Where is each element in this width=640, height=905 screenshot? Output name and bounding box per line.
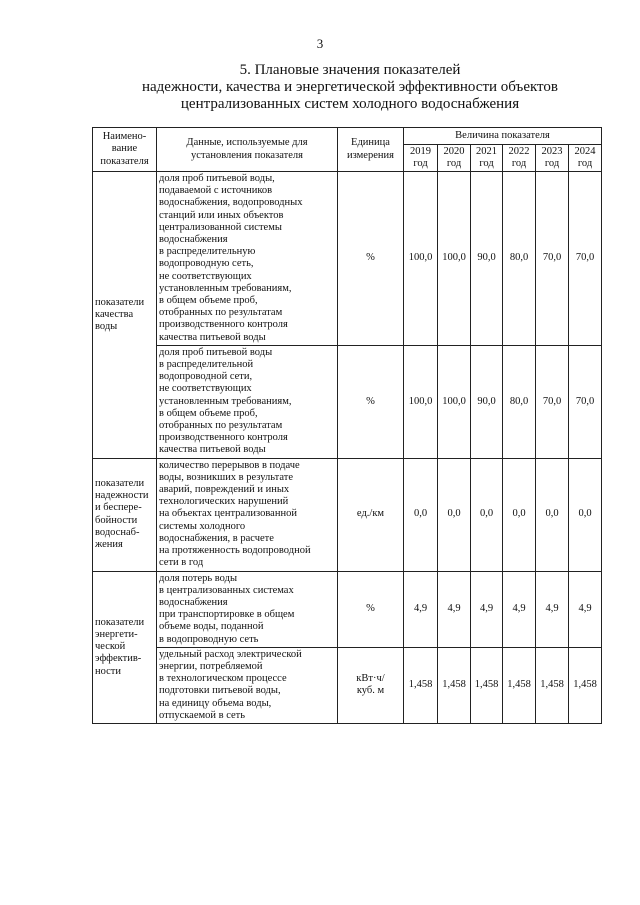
value-cell: 0,0 <box>536 458 569 571</box>
indicator-data-line: водоснабжения <box>159 234 228 246</box>
indicator-data-line: доля потерь воды <box>159 572 238 584</box>
indicator-data-line: водопроводную сеть, <box>159 258 254 270</box>
year-suffix: год <box>544 158 560 169</box>
indicator-name <box>93 172 157 459</box>
indicator-data-line: аварий, повреждений и иных <box>159 484 290 496</box>
header-data <box>157 128 338 172</box>
indicator-name <box>93 458 157 571</box>
indicator-data-line: отпускаемой в сеть <box>159 709 246 721</box>
indicator-name-line: жения <box>95 538 123 550</box>
indicator-name-line: водоснаб- <box>95 526 140 538</box>
year-suffix: год <box>577 158 593 169</box>
value-cell: 0,0 <box>569 458 602 571</box>
value-cell: 0,0 <box>438 458 471 571</box>
indicator-data-line: производственного контроля <box>159 432 288 444</box>
unit-cell-line: % <box>366 395 375 407</box>
indicator-data-line: водоснабжения, водопроводных <box>159 197 303 209</box>
indicator-data-line: количество перерывов в подаче <box>159 459 300 471</box>
indicator-data-line: в общем объеме проб, <box>159 295 258 307</box>
indicator-data <box>157 458 338 571</box>
value-cell: 0,0 <box>471 458 503 571</box>
value-cell: 90,0 <box>471 172 503 346</box>
unit-cell-line: кВт·ч/ <box>356 673 385 685</box>
indicator-name-line: бойности <box>95 514 138 526</box>
value-cell: 1,458 <box>471 647 503 723</box>
indicator-data-line: объеме воды, поданной <box>159 621 264 633</box>
unit-cell <box>338 571 404 647</box>
indicator-data-line: доля проб питьевой воды, <box>159 173 275 184</box>
indicator-data-line: на единицу объема воды, <box>159 697 272 709</box>
indicator-name-line: показатели <box>95 296 145 308</box>
indicator-name-line: ности <box>95 665 121 677</box>
indicator-data-line: не соответствующих <box>159 270 252 282</box>
value-cell: 4,9 <box>438 571 471 647</box>
indicator-data-line: отобранных по результатам <box>159 307 283 319</box>
indicator-data <box>157 345 338 458</box>
indicator-data-line: в распределительной <box>159 359 254 371</box>
indicator-data-line: производственного контроля <box>159 319 288 331</box>
value-cell: 4,9 <box>569 571 602 647</box>
value-cell: 80,0 <box>503 172 536 346</box>
indicator-data-line: при транспортировке в общем <box>159 609 295 621</box>
value-cell: 70,0 <box>569 345 602 458</box>
indicator-data-line: водоснабжения, в расчете <box>159 532 274 544</box>
table-row <box>93 571 602 647</box>
indicator-name-line: и беспере- <box>95 502 142 514</box>
year-label: 2021 <box>476 146 497 157</box>
year-label: 2023 <box>541 146 563 157</box>
indicator-name-line: ческой <box>95 641 126 653</box>
indicator-data-line: установленным требованиям, <box>159 395 292 407</box>
value-cell: 1,458 <box>438 647 471 723</box>
value-cell: 1,458 <box>503 647 536 723</box>
unit-cell-line: % <box>366 603 375 614</box>
indicator-data-line: на протяженность водопроводной <box>159 545 311 557</box>
value-cell: 4,9 <box>471 571 503 647</box>
indicator-data-line: энергии, потребляемой <box>159 660 263 672</box>
indicator-data-line: удельный расход электрической <box>159 648 302 660</box>
header-text: Наимено- <box>102 131 147 143</box>
indicator-name-line: энергети- <box>95 628 138 640</box>
indicator-data-line: в централизованных системах <box>159 584 294 596</box>
indicator-data-line: в водопроводную сеть <box>159 633 259 645</box>
year-header <box>404 145 438 172</box>
indicator-data-line: не соответствующих <box>159 383 252 395</box>
year-header <box>536 145 569 172</box>
value-cell: 100,0 <box>438 172 471 346</box>
table-row <box>93 172 602 346</box>
indicator-data-line: сети в год <box>159 557 204 569</box>
indicator-data-line: системы холодного <box>159 520 246 532</box>
indicator-data-line: качества питьевой воды <box>159 444 266 456</box>
title-line: надежности, качества и энергетической эффективности объектов <box>141 79 558 95</box>
indicator-data-line: в распределительную <box>159 246 256 258</box>
indicator-data-line: подаваемой с источников <box>159 185 273 197</box>
value-cell: 70,0 <box>536 172 569 346</box>
indicator-name-line: показатели <box>95 616 145 628</box>
year-header <box>569 145 602 172</box>
year-header <box>471 145 503 172</box>
table-body <box>93 172 602 724</box>
unit-cell-line: куб. м <box>356 685 385 697</box>
year-label: 2020 <box>443 146 465 157</box>
indicator-data-line: технологических нарушений <box>159 496 289 508</box>
year-suffix: год <box>479 158 494 169</box>
indicator-data-line: доля проб питьевой воды <box>159 346 273 358</box>
value-cell: 80,0 <box>503 345 536 458</box>
title-line: 5. Плановые значения показателей <box>239 62 461 78</box>
header-text: Данные, используемые для <box>186 137 308 149</box>
header-name <box>93 128 157 172</box>
indicator-data <box>157 571 338 647</box>
value-cell: 1,458 <box>404 647 438 723</box>
page-number: 3 <box>316 36 324 51</box>
year-label: 2019 <box>410 146 431 157</box>
unit-cell <box>338 458 404 571</box>
table-row <box>93 458 602 571</box>
table-row <box>93 647 602 723</box>
header-row <box>93 128 602 145</box>
value-cell: 70,0 <box>536 345 569 458</box>
year-label: 2022 <box>508 146 530 157</box>
header-text: показателя <box>100 155 149 167</box>
year-header <box>503 145 536 172</box>
indicator-name-line: эффектив- <box>95 653 142 665</box>
value-cell: 0,0 <box>404 458 438 571</box>
value-cell: 100,0 <box>438 345 471 458</box>
indicator-data-line: на объектах централизованной <box>159 508 297 520</box>
year-suffix: год <box>511 158 527 169</box>
table-row <box>93 345 602 458</box>
indicator-data-line: воды, возникших в результате <box>159 471 294 483</box>
unit-cell-line: ед./км <box>356 508 385 520</box>
header-text: установления показателя <box>191 149 303 161</box>
indicator-data-line: в технологическом процессе <box>159 673 287 685</box>
indicator-data-line: водопроводной сети, <box>159 371 253 383</box>
value-cell: 70,0 <box>569 172 602 346</box>
header-unit <box>338 128 404 172</box>
unit-cell <box>338 647 404 723</box>
indicator-data-line: в общем объеме проб, <box>159 407 258 419</box>
indicator-name-line: воды <box>95 320 118 332</box>
indicator-data-line: отобранных по результатам <box>159 420 283 432</box>
indicator-name-line: надежности <box>95 490 149 502</box>
value-cell: 1,458 <box>569 647 602 723</box>
title-line: централизованных систем холодного водоснабжения <box>180 96 520 112</box>
indicator-name-line: показатели <box>95 477 145 489</box>
value-cell: 90,0 <box>471 345 503 458</box>
header-text: вание <box>111 143 138 155</box>
header-text: Единица <box>351 137 390 149</box>
value-cell: 4,9 <box>503 571 536 647</box>
indicator-data <box>157 172 338 346</box>
year-suffix: год <box>413 158 428 169</box>
indicator-data-line: установленным требованиям, <box>159 282 292 294</box>
value-cell: 100,0 <box>404 172 438 346</box>
value-cell: 100,0 <box>404 345 438 458</box>
indicators-table <box>92 127 602 724</box>
indicator-data-line: водоснабжения <box>159 596 228 608</box>
unit-cell <box>338 345 404 458</box>
value-cell: 4,9 <box>404 571 438 647</box>
unit-cell <box>338 172 404 346</box>
unit-cell-line: % <box>366 252 375 264</box>
indicator-data-line: подготовки питьевой воды, <box>159 685 281 697</box>
indicator-data-line: централизованной системы <box>159 221 282 233</box>
year-header <box>438 145 471 172</box>
indicator-data-line: качества питьевой воды <box>159 331 266 343</box>
indicator-name <box>93 571 157 723</box>
year-label: 2024 <box>574 146 596 157</box>
value-cell: 4,9 <box>536 571 569 647</box>
indicator-data <box>157 647 338 723</box>
header-values: Величина показателя <box>404 128 602 145</box>
header-text: измерения <box>347 149 394 161</box>
value-cell: 1,458 <box>536 647 569 723</box>
year-suffix: год <box>446 158 462 169</box>
indicator-name-line: качества <box>95 308 134 320</box>
document-title <box>60 62 640 113</box>
value-cell: 0,0 <box>503 458 536 571</box>
indicator-data-line: станций или иных объектов <box>159 209 284 221</box>
